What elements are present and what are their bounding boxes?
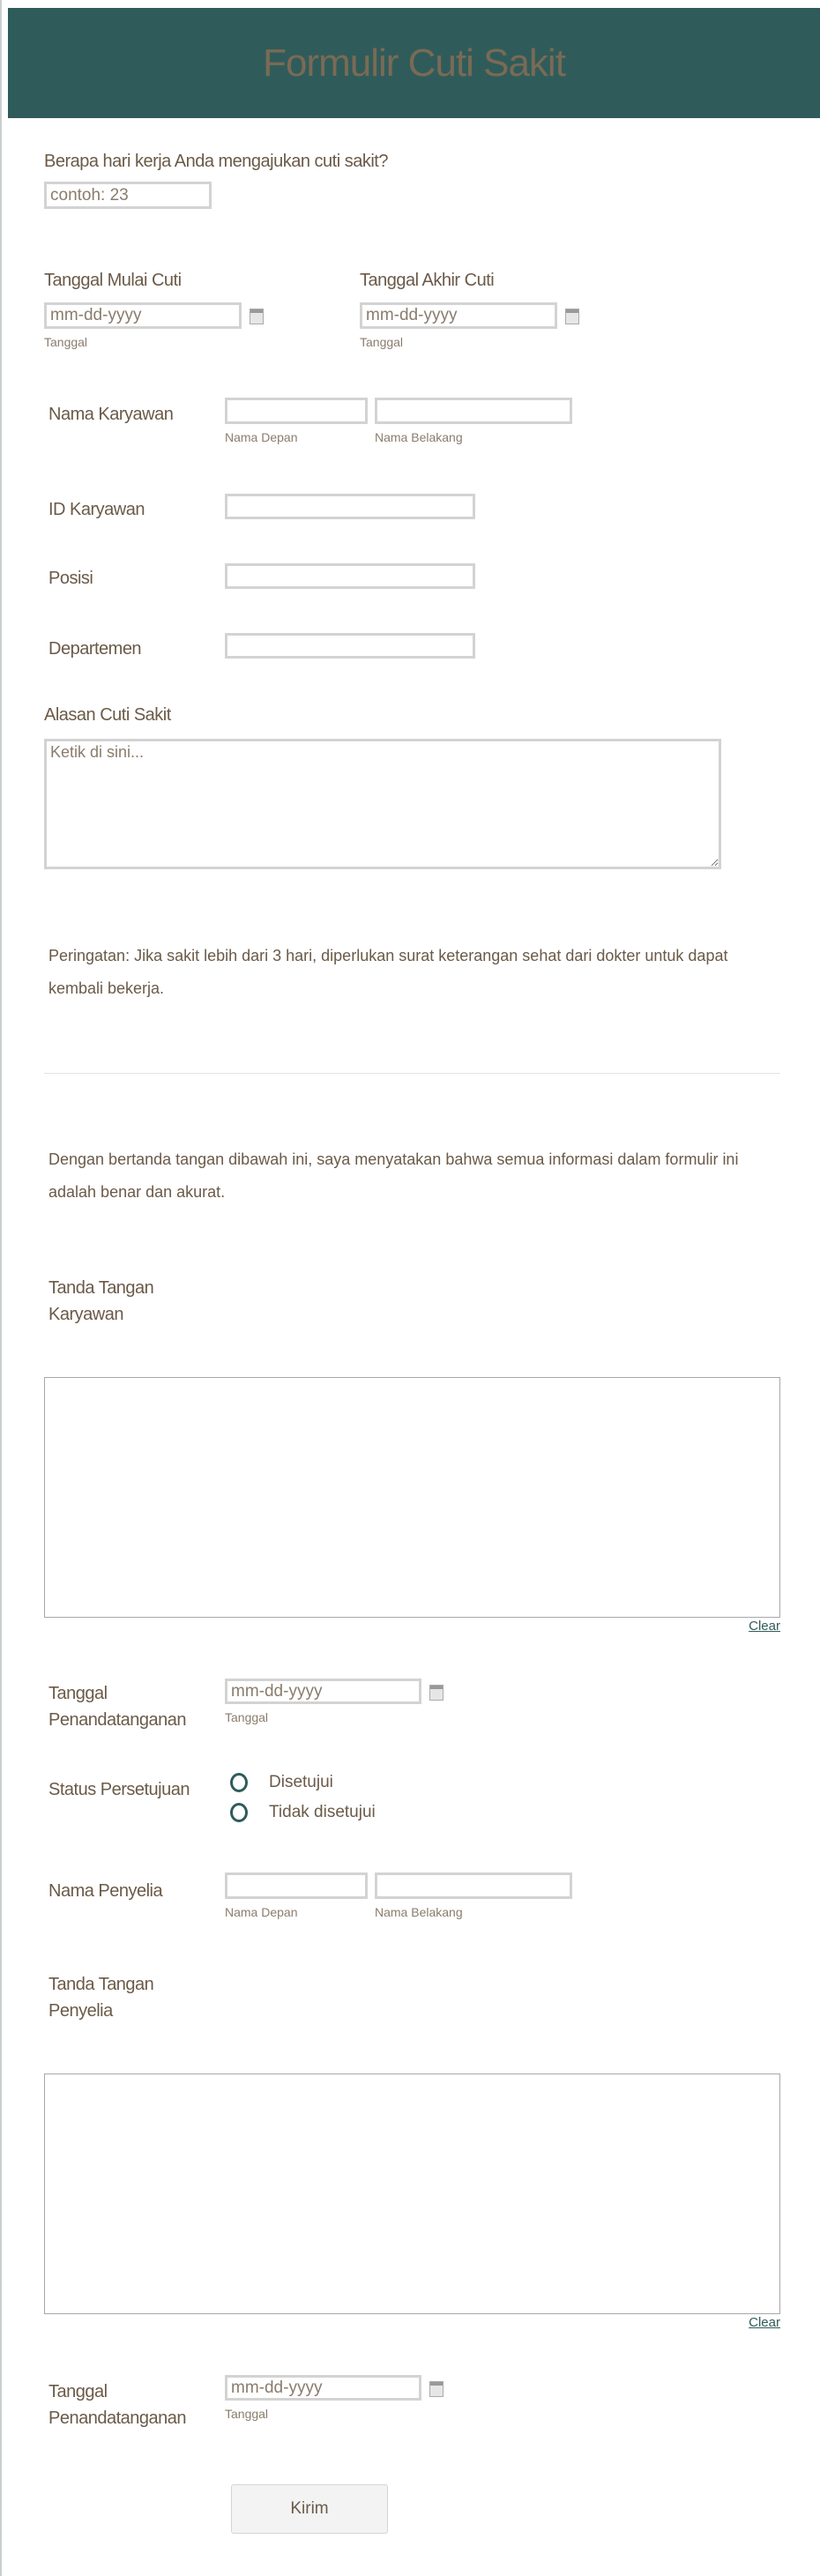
supervisor-first-name-input[interactable]	[225, 1872, 368, 1899]
supervisor-signature-pad[interactable]	[44, 2073, 780, 2314]
supervisor-signature-clear-link[interactable]: Clear	[749, 2315, 780, 2330]
label-line: Penandatanganan	[48, 1710, 186, 1730]
submit-button[interactable]: Kirim	[231, 2484, 388, 2534]
label-line: Penyelia	[48, 2001, 113, 2021]
days-label: Berapa hari kerja Anda mengajukan cuti sakit?	[44, 152, 388, 171]
sign-date-input[interactable]	[225, 1679, 421, 1704]
radio-not-approved-label[interactable]: Tidak disetujui	[269, 1803, 376, 1821]
supervisor-name-label: Nama Penyelia	[48, 1881, 163, 1901]
warning-text: Peringatan: Jika sakit lebih dari 3 hari, diperlukan surat keterangan sehat dari dokter untuk dapat kembali bekerja.	[48, 947, 728, 997]
supervisor-sign-date-input[interactable]	[225, 2375, 421, 2401]
employee-name-label: Nama Karyawan	[48, 405, 174, 424]
label-line: Penandatanganan	[48, 2408, 186, 2428]
last-name-sublabel: Nama Belakang	[375, 1905, 463, 1919]
page-title: Formulir Cuti Sakit	[263, 41, 565, 85]
reason-label: Alasan Cuti Sakit	[44, 705, 171, 725]
radio-approved-label[interactable]: Disetujui	[269, 1773, 333, 1791]
end-date-input[interactable]	[360, 302, 557, 329]
label-line: Karyawan	[48, 1305, 123, 1324]
label-line: Tanggal	[48, 1684, 108, 1703]
calendar-icon[interactable]	[250, 309, 264, 324]
start-date-input[interactable]	[44, 302, 242, 329]
days-input[interactable]	[44, 182, 212, 209]
first-name-sublabel: Nama Depan	[225, 430, 298, 444]
employee-signature-clear-link[interactable]: Clear	[749, 1619, 780, 1634]
sign-date-sublabel: Tanggal	[225, 1710, 269, 1724]
position-label: Posisi	[48, 569, 93, 588]
label-line: Tanda Tangan	[48, 1278, 154, 1298]
divider	[44, 1073, 780, 1074]
employee-first-name-input[interactable]	[225, 398, 368, 424]
form-header	[8, 8, 820, 118]
department-input[interactable]	[225, 633, 475, 659]
label-line: Tanggal	[48, 2382, 108, 2401]
sign-date-label	[48, 1680, 186, 1733]
declaration-text: Dengan bertanda tangan dibawah ini, saya menyatakan bahwa semua informasi dalam formulir ini adalah benar dan akurat.	[48, 1150, 739, 1201]
employee-signature-pad[interactable]	[44, 1377, 780, 1618]
supervisor-last-name-input[interactable]	[375, 1872, 572, 1899]
start-date-sublabel: Tanggal	[44, 335, 88, 349]
end-date-label: Tanggal Akhir Cuti	[360, 271, 495, 290]
supervisor-sign-date-label	[48, 2379, 186, 2431]
employee-last-name-input[interactable]	[375, 398, 572, 424]
page-border	[0, 0, 2, 2576]
department-label: Departemen	[48, 639, 142, 659]
position-input[interactable]	[225, 563, 475, 589]
supervisor-signature-label	[48, 1971, 153, 2024]
last-name-sublabel: Nama Belakang	[375, 430, 463, 444]
approval-status-label: Status Persetujuan	[48, 1780, 190, 1799]
sign-date-sublabel: Tanggal	[225, 2407, 269, 2421]
reason-textarea[interactable]	[44, 739, 721, 869]
radio-approved[interactable]	[230, 1773, 248, 1792]
end-date-sublabel: Tanggal	[360, 335, 404, 349]
start-date-label: Tanggal Mulai Cuti	[44, 271, 182, 290]
employee-id-input[interactable]	[225, 494, 475, 519]
calendar-icon[interactable]	[565, 309, 579, 324]
label-line: Tanda Tangan	[48, 1975, 154, 1994]
calendar-icon[interactable]	[429, 2381, 444, 2397]
calendar-icon[interactable]	[429, 1685, 444, 1701]
employee-id-label: ID Karyawan	[48, 500, 145, 519]
radio-not-approved[interactable]	[230, 1803, 248, 1822]
employee-signature-label	[48, 1275, 153, 1328]
first-name-sublabel: Nama Depan	[225, 1905, 298, 1919]
